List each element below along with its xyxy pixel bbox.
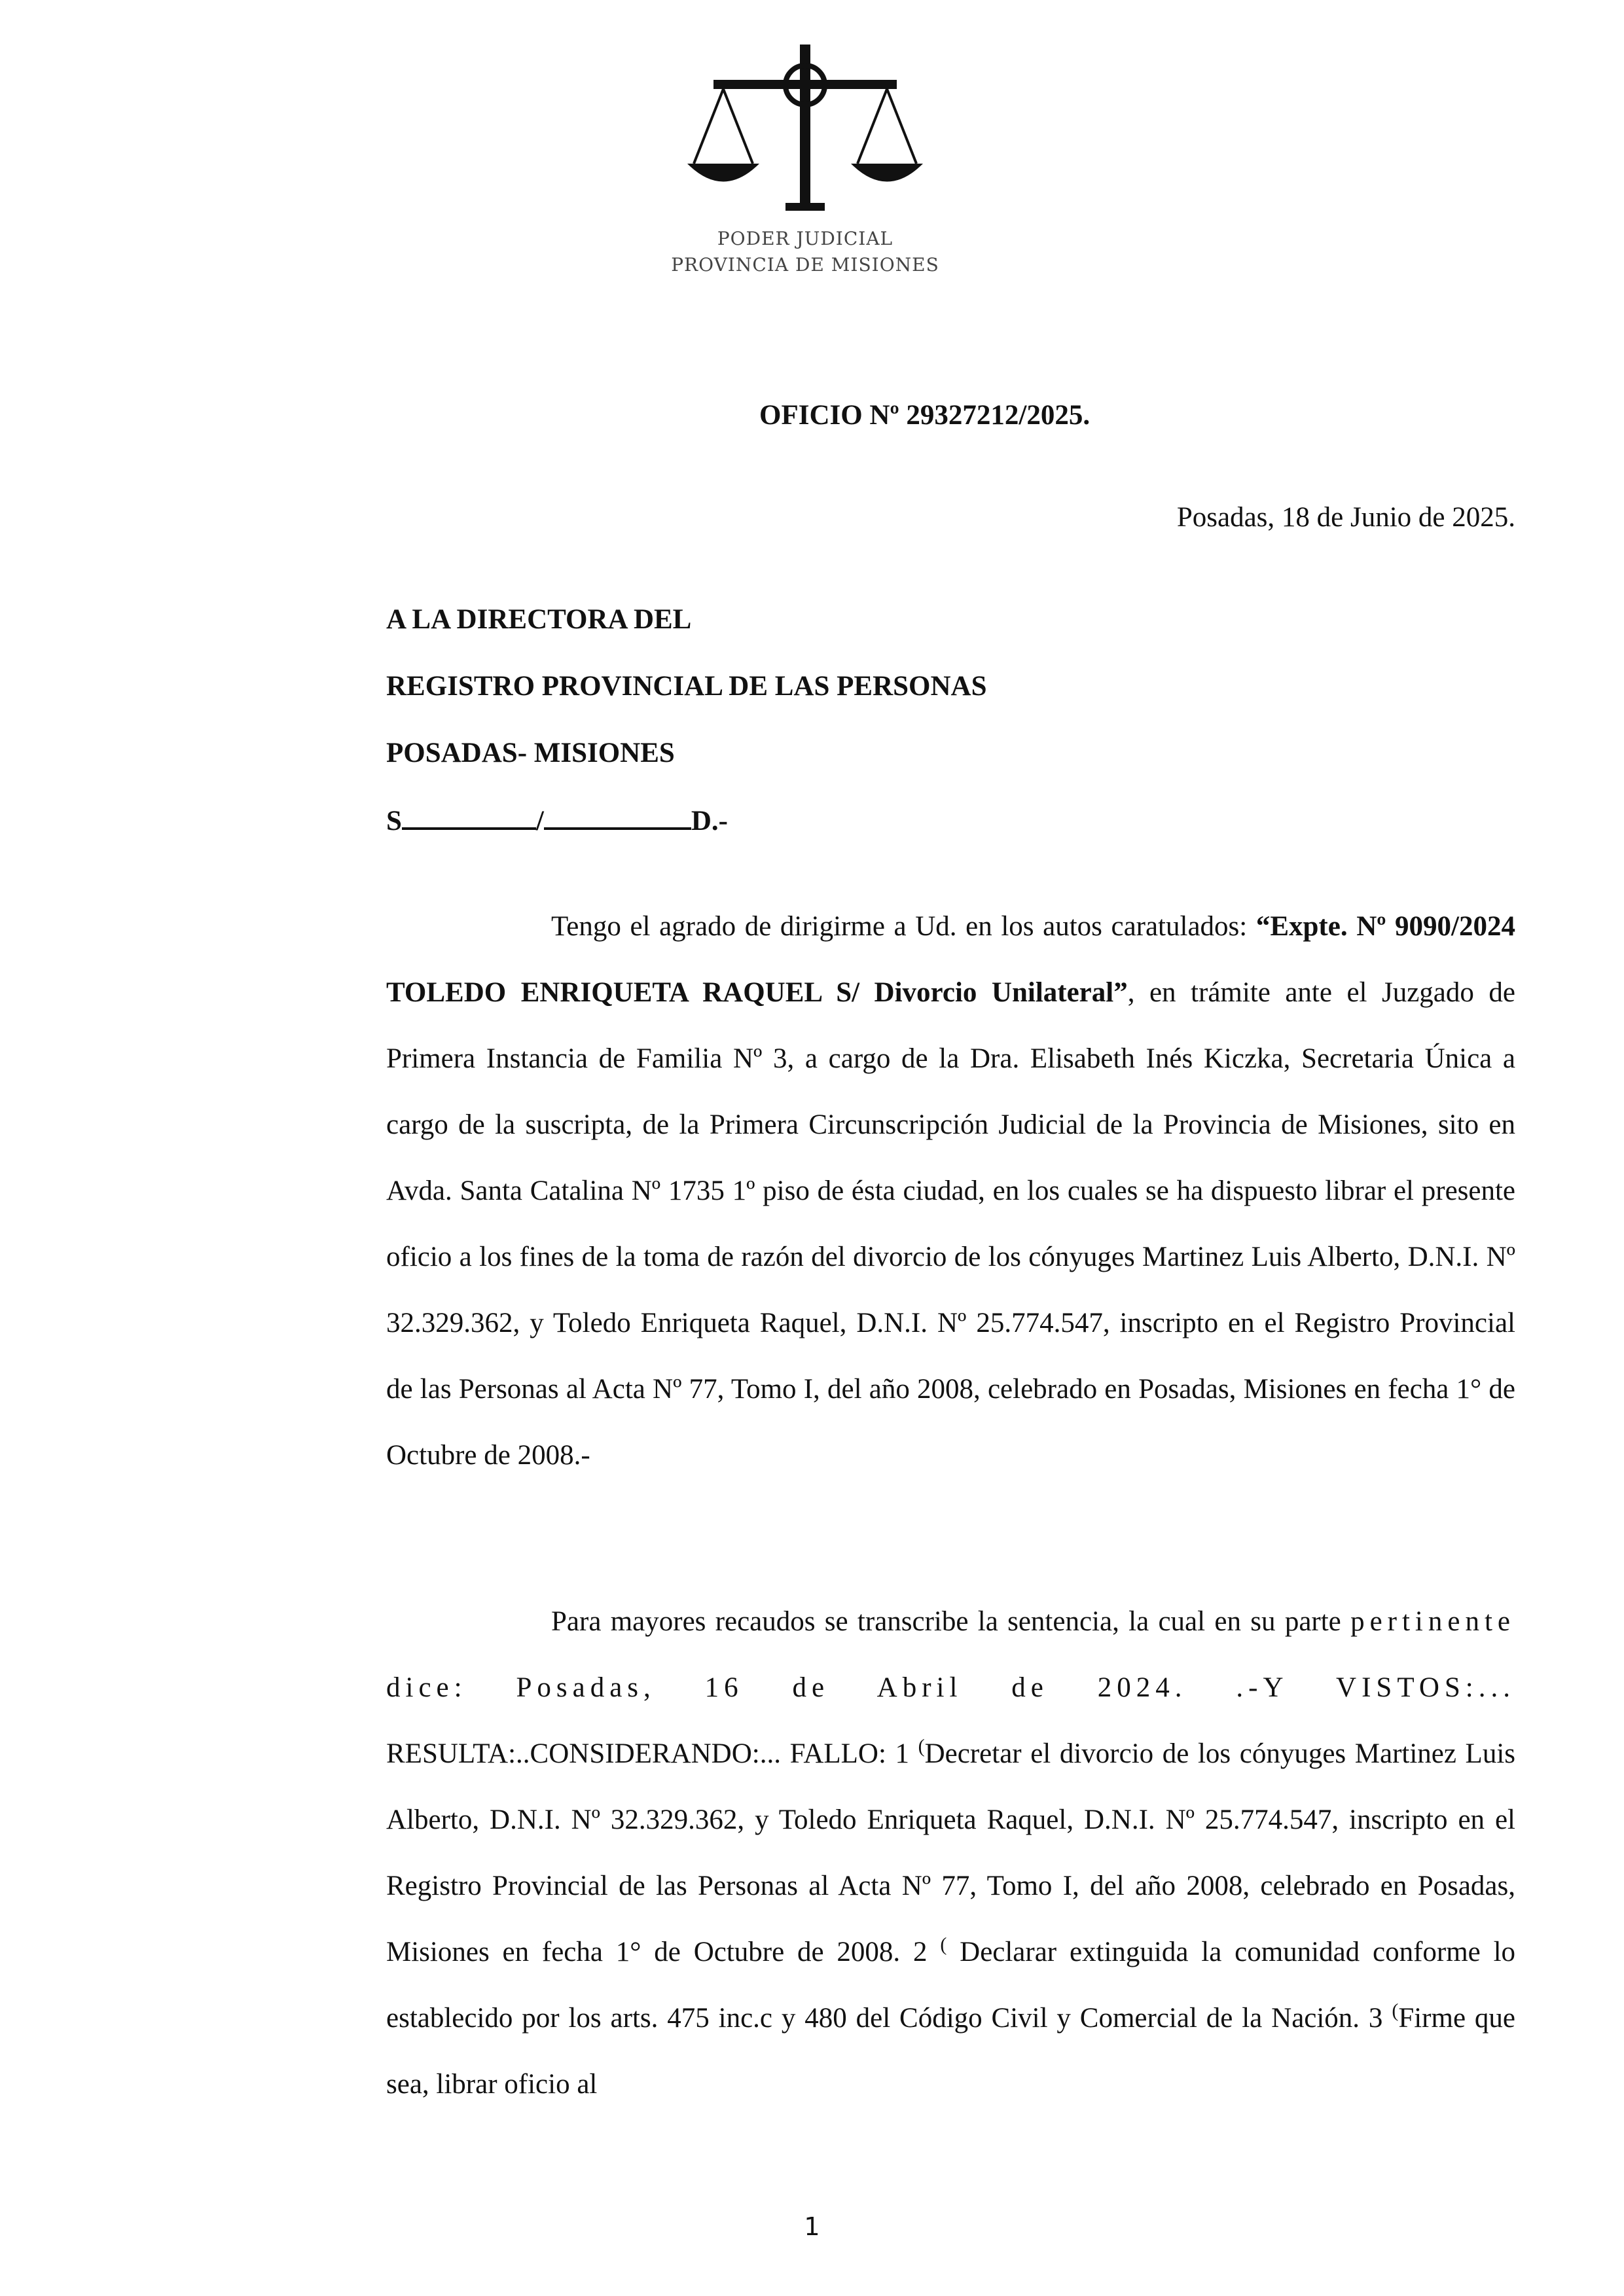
blank-line [402, 804, 536, 830]
poder-judicial-logo [661, 39, 949, 288]
sd-s: S [386, 806, 402, 836]
address-line-2: REGISTRO PROVINCIAL DE LAS PERSONAS [386, 671, 987, 702]
paren-mark: ( [940, 1933, 947, 1956]
paren-mark: ( [1392, 2000, 1399, 2022]
body-paragraph-2 [386, 1588, 1515, 2117]
address-line-1: A LA DIRECTORA DEL [386, 604, 692, 635]
address-line-3: POSADAS- MISIONES [386, 738, 675, 768]
logo-text-poder-judicial: PODER JUDICIAL [717, 228, 893, 249]
page-number: 1 [804, 2212, 820, 2241]
paragraph-rest: , en trámite ante el Juzgado de Primera Instancia de Familia Nº 3, a cargo de la Dra. Elisabeth Inés Kiczka, Secretaria Única a cargo de la suscripta, de la Primera Circunscripción Judicial de la Provincia de Misiones, sito en Avda. Santa Catalina Nº 1735 1º piso de ésta ciudad, en los cuales se ha dispuesto librar el presente oficio a los fines de la toma de razón del divorcio de los cónyuges Martinez Luis Alberto, D.N.I. Nº 32.329.362, y Toledo Enriqueta Raquel, D.N.I. Nº 25.774.547, inscripto en el Registro Provincial de las Personas al Acta Nº 77, Tomo I, del año 2008, celebrado en Posadas, Misiones en fecha 1° de Octubre de 2008.- [386, 977, 1515, 1471]
date-line: Posadas, 18 de Junio de 2025. [1176, 502, 1515, 533]
oficio-title: OFICIO Nº 29327212/2025. [759, 400, 1091, 431]
body-paragraph-1 [386, 893, 1515, 1488]
paragraph-intro: Tengo el agrado de dirigirme a Ud. en los autos caratulados: [551, 911, 1256, 942]
logo-text-provincia: PROVINCIA DE MISIONES [671, 254, 939, 276]
paragraph2-part4: Decretar el divorcio de los cónyuges Martinez Luis Alberto, D.N.I. Nº 32.329.362, y Toledo Enriqueta Raquel, D.N.I. Nº 25.774.547, inscripto en el Registro Provincial de las Personas al Acta Nº 77, Tomo I, del año 2008, celebrado en Posadas, Misiones en fecha 1° de Octubre de 2008. 2 [386, 1738, 1516, 1967]
paragraph2-part5: Declarar extinguida la comunidad conforme lo establecido por los arts. 475 inc.c y 480 del Código Civil y Comercial de la Nación. 3 [386, 1937, 1516, 2034]
sd-slash: / [535, 806, 544, 836]
blank-line [544, 804, 691, 830]
paren-mark: ( [918, 1735, 925, 1757]
paragraph2-part6: Firme que sea, librar oficio al [386, 2003, 1515, 2100]
paragraph2-part2: pertinente dice: Posadas, 16 de Abril de 2024. .-Y VISTOS:... [386, 1606, 1515, 1703]
paragraph2-part1: Para mayores recaudos se transcribe la sentencia, la cual en su parte [551, 1606, 1341, 1637]
scales-of-justice-icon [661, 39, 949, 229]
paragraph2-part3: RESULTA:..CONSIDERANDO:... FALLO: 1 [386, 1738, 910, 1769]
sd-line [386, 804, 728, 837]
sd-d: D.- [691, 806, 728, 836]
case-title: “Expte. Nº 9090/2024 TOLEDO ENRIQUETA RAQUEL S/ Divorcio Unilateral” [386, 911, 1515, 1008]
